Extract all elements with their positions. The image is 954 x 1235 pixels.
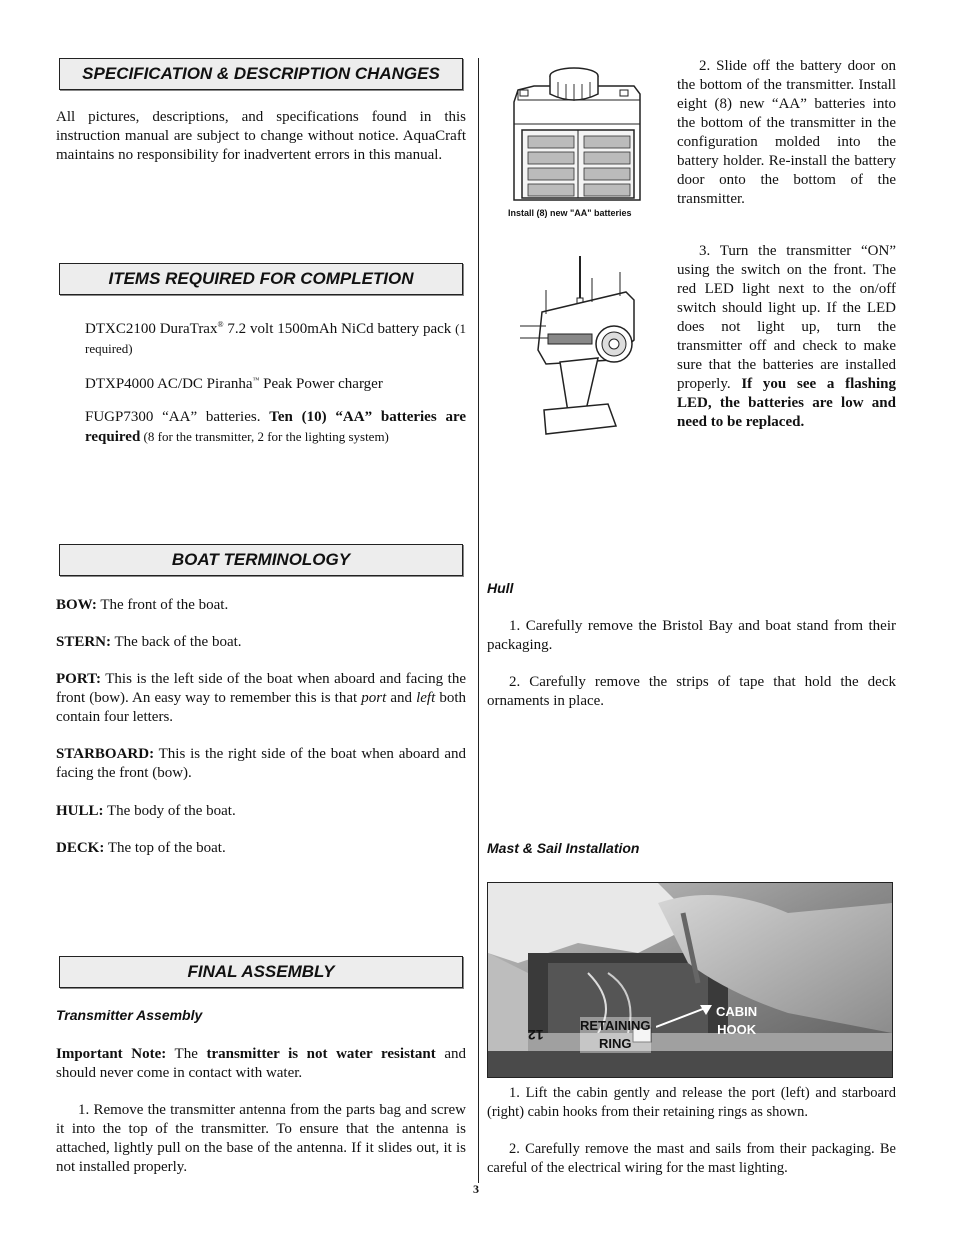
hull-step-1: 1. Carefully remove the Bristol Bay and boat stand from their packaging.: [487, 618, 896, 653]
term-bow: BOW: The front of the boat.: [56, 597, 229, 613]
battery-illustration: [508, 60, 654, 206]
hull-step-2: 2. Carefully remove the strips of tape that hold the deck ornaments in place.: [487, 674, 896, 709]
page-number: 3: [473, 1182, 479, 1196]
spec-heading: SPECIFICATION & DESCRIPTION CHANGES: [59, 58, 463, 90]
items-heading: ITEMS REQUIRED FOR COMPLETION: [59, 263, 463, 295]
cabin-hook-photo: [487, 882, 893, 1078]
item-battery-pack: DTXC2100 DuraTrax® 7.2 volt 1500mAh NiCd battery pack (1 required): [85, 320, 466, 356]
term-starboard: STARBOARD: This is the right side of the boat when aboard and facing the front (bow).: [56, 746, 466, 781]
item-aa-batteries: FUGP7300 “AA” batteries. Ten (10) “AA” batteries are required (8 for the transmitter, 2 for the lighting system): [85, 409, 466, 445]
arrow-icon: [656, 1001, 716, 1031]
photo-tag: 12: [528, 1027, 544, 1043]
photo-scene: [488, 883, 892, 1077]
transmitter-step-2: 2. Slide off the battery door on the bottom of the transmitter. Install eight (8) new “AA” batteries into the bottom of the transmitter in the configuration molded into the battery holder. Re-install the battery door onto the bottom of the transmitter.: [677, 58, 896, 207]
battery-caption: Install (8) new "AA" batteries: [508, 208, 632, 218]
column-divider: [478, 58, 479, 1183]
item-charger: DTXP4000 AC/DC Piranha™ Peak Power charger: [85, 376, 383, 392]
transmitter-subheading: Transmitter Assembly: [56, 1007, 203, 1023]
transmitter-illustration: [516, 250, 646, 440]
final-heading: FINAL ASSEMBLY: [59, 956, 463, 988]
transmitter-step-1: 1. Remove the transmitter antenna from the parts bag and screw it into the top of the transmitter. To ensure that the antenna is attached, lightly pull on the base of the antenna. If it slides out, it is not installed properly.: [56, 1102, 466, 1175]
transmitter-step-3: 3. Turn the transmitter “ON” using the switch on the front. The red LED light next to the on/off switch should light up. If the LED does not light up, turn the transmitter off and check to make sure that the batteries are installed properly. If you see a flashing LED, the batteries are low and need to be replaced.: [677, 243, 896, 430]
spec-body: All pictures, descriptions, and specifications found in this instruction manual are subject to change without notice. AquaCraft maintains no responsibility for inadvertent errors in this manual.: [56, 109, 466, 163]
cabin-hook-label: CABIN HOOK: [716, 1004, 758, 1037]
mast-step-1: 1. Lift the cabin gently and release the port (left) and starboard (right) cabin hooks from their retaining rings as shown.: [487, 1085, 896, 1120]
mast-step-2: 2. Carefully remove the mast and sails from their packaging. Be careful of the electrical wiring for the mast lighting.: [487, 1141, 896, 1176]
term-hull: HULL: The body of the boat.: [56, 803, 236, 819]
hull-subheading: Hull: [487, 580, 514, 596]
terms-heading: BOAT TERMINOLOGY: [59, 544, 463, 576]
term-stern: STERN: The back of the boat.: [56, 634, 242, 650]
retaining-ring-label: RETAINING RING: [580, 1018, 651, 1051]
term-port: PORT: This is the left side of the boat when aboard and facing the front (bow). An easy way to remember this is that port and left both contain four letters.: [56, 671, 466, 725]
mast-subheading: Mast & Sail Installation: [487, 840, 640, 856]
term-deck: DECK: The top of the boat.: [56, 840, 226, 856]
important-note: Important Note: The transmitter is not water resistant and should never come in contact with water.: [56, 1046, 466, 1081]
